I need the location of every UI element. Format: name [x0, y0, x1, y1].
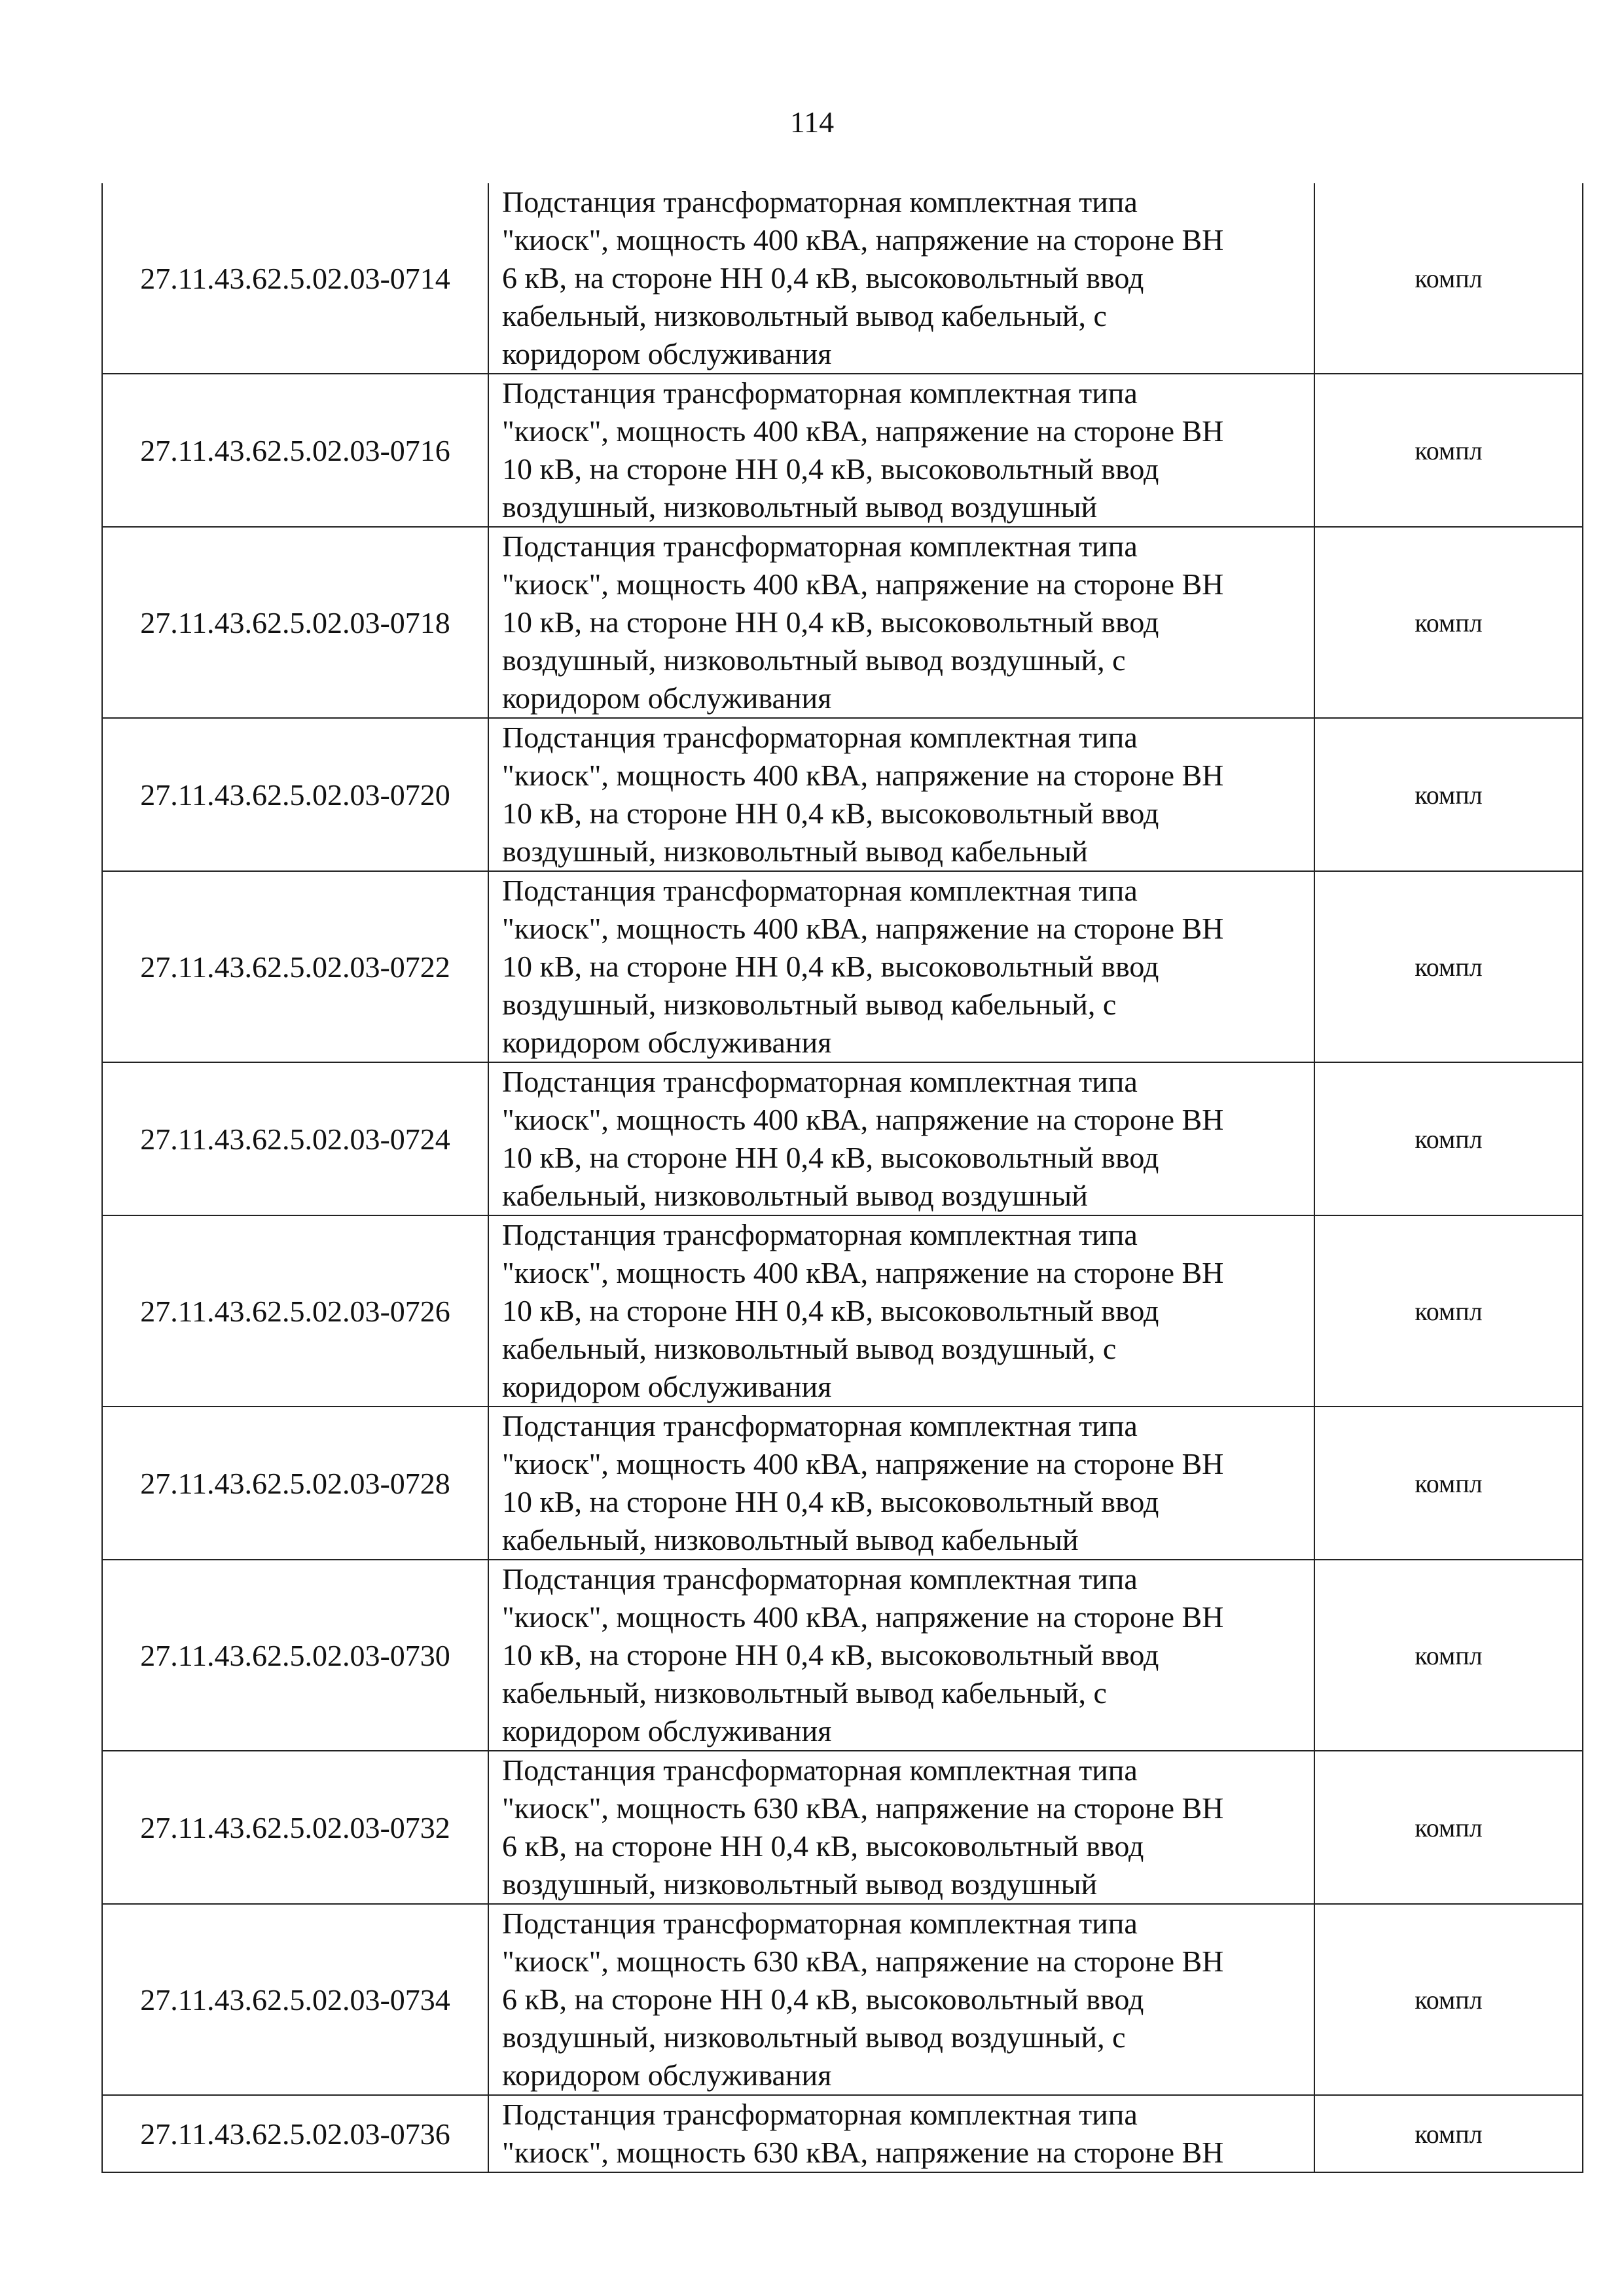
resource-description: Подстанция трансформаторная комплектная типа "киоск", мощность 630 кВА, напряжение на стороне ВН 6 кВ, на стороне НН 0,4 кВ, высоковольтный ввод воздушный, низковольтный вывод воздушный, с коридором обслуживания [488, 1904, 1314, 2095]
unit-of-measure: компл [1314, 1062, 1583, 1215]
table-row [102, 1904, 1583, 2095]
table-row [102, 1407, 1583, 1560]
resource-description: Подстанция трансформаторная комплектная типа "киоск", мощность 400 кВА, напряжение на стороне ВН 10 кВ, на стороне НН 0,4 кВ, высоковольтный ввод кабельный, низковольтный вывод воздушный [488, 1062, 1314, 1215]
table-row [102, 1062, 1583, 1215]
table-row [102, 718, 1583, 871]
unit-of-measure: компл [1314, 718, 1583, 871]
resource-description: Подстанция трансформаторная комплектная типа "киоск", мощность 630 кВА, напряжение на стороне ВН [488, 2095, 1314, 2172]
table-row [102, 1215, 1583, 1407]
resource-description: Подстанция трансформаторная комплектная типа "киоск", мощность 400 кВА, напряжение на стороне ВН 6 кВ, на стороне НН 0,4 кВ, высоковольтный ввод кабельный, низковольтный вывод кабельный, с коридором обслуживания [488, 183, 1314, 374]
unit-of-measure: компл [1314, 183, 1583, 374]
resource-code: 27.11.43.62.5.02.03-0724 [102, 1062, 488, 1215]
unit-of-measure: компл [1314, 1560, 1583, 1751]
unit-of-measure: компл [1314, 2095, 1583, 2172]
table-row [102, 1560, 1583, 1751]
resource-description: Подстанция трансформаторная комплектная типа "киоск", мощность 400 кВА, напряжение на стороне ВН 10 кВ, на стороне НН 0,4 кВ, высоковольтный ввод воздушный, низковольтный вывод воздушный [488, 374, 1314, 527]
resource-description: Подстанция трансформаторная комплектная типа "киоск", мощность 400 кВА, напряжение на стороне ВН 10 кВ, на стороне НН 0,4 кВ, высоковольтный ввод кабельный, низковольтный вывод кабельный [488, 1407, 1314, 1560]
unit-of-measure: компл [1314, 871, 1583, 1062]
unit-of-measure: компл [1314, 1751, 1583, 1904]
page-number: 114 [789, 105, 835, 139]
resource-description: Подстанция трансформаторная комплектная типа "киоск", мощность 400 кВА, напряжение на стороне ВН 10 кВ, на стороне НН 0,4 кВ, высоковольтный ввод кабельный, низковольтный вывод воздушный, с коридором обслуживания [488, 1215, 1314, 1407]
resource-code: 27.11.43.62.5.02.03-0734 [102, 1904, 488, 2095]
resource-description: Подстанция трансформаторная комплектная типа "киоск", мощность 400 кВА, напряжение на стороне ВН 10 кВ, на стороне НН 0,4 кВ, высоковольтный ввод воздушный, низковольтный вывод кабельный [488, 718, 1314, 871]
unit-of-measure: компл [1314, 1215, 1583, 1407]
resource-code: 27.11.43.62.5.02.03-0728 [102, 1407, 488, 1560]
table-row [102, 527, 1583, 718]
catalog-table [101, 183, 1583, 2173]
resource-code: 27.11.43.62.5.02.03-0722 [102, 871, 488, 1062]
table-row [102, 2095, 1583, 2172]
unit-of-measure: компл [1314, 1904, 1583, 2095]
table-row [102, 1751, 1583, 1904]
resource-code: 27.11.43.62.5.02.03-0716 [102, 374, 488, 527]
table-row [102, 183, 1583, 374]
resource-code: 27.11.43.62.5.02.03-0720 [102, 718, 488, 871]
table-row [102, 374, 1583, 527]
unit-of-measure: компл [1314, 1407, 1583, 1560]
resource-code: 27.11.43.62.5.02.03-0736 [102, 2095, 488, 2172]
resource-code: 27.11.43.62.5.02.03-0714 [102, 183, 488, 374]
resource-code: 27.11.43.62.5.02.03-0732 [102, 1751, 488, 1904]
unit-of-measure: компл [1314, 527, 1583, 718]
resource-code: 27.11.43.62.5.02.03-0718 [102, 527, 488, 718]
unit-of-measure: компл [1314, 374, 1583, 527]
resource-code: 27.11.43.62.5.02.03-0726 [102, 1215, 488, 1407]
resource-description: Подстанция трансформаторная комплектная типа "киоск", мощность 630 кВА, напряжение на стороне ВН 6 кВ, на стороне НН 0,4 кВ, высоковольтный ввод воздушный, низковольтный вывод воздушный [488, 1751, 1314, 1904]
resource-description: Подстанция трансформаторная комплектная типа "киоск", мощность 400 кВА, напряжение на стороне ВН 10 кВ, на стороне НН 0,4 кВ, высоковольтный ввод кабельный, низковольтный вывод кабельный, с коридором обслуживания [488, 1560, 1314, 1751]
resource-description: Подстанция трансформаторная комплектная типа "киоск", мощность 400 кВА, напряжение на стороне ВН 10 кВ, на стороне НН 0,4 кВ, высоковольтный ввод воздушный, низковольтный вывод кабельный, с коридором обслуживания [488, 871, 1314, 1062]
table-row [102, 871, 1583, 1062]
resource-description: Подстанция трансформаторная комплектная типа "киоск", мощность 400 кВА, напряжение на стороне ВН 10 кВ, на стороне НН 0,4 кВ, высоковольтный ввод воздушный, низковольтный вывод воздушный, с коридором обслуживания [488, 527, 1314, 718]
resource-code: 27.11.43.62.5.02.03-0730 [102, 1560, 488, 1751]
